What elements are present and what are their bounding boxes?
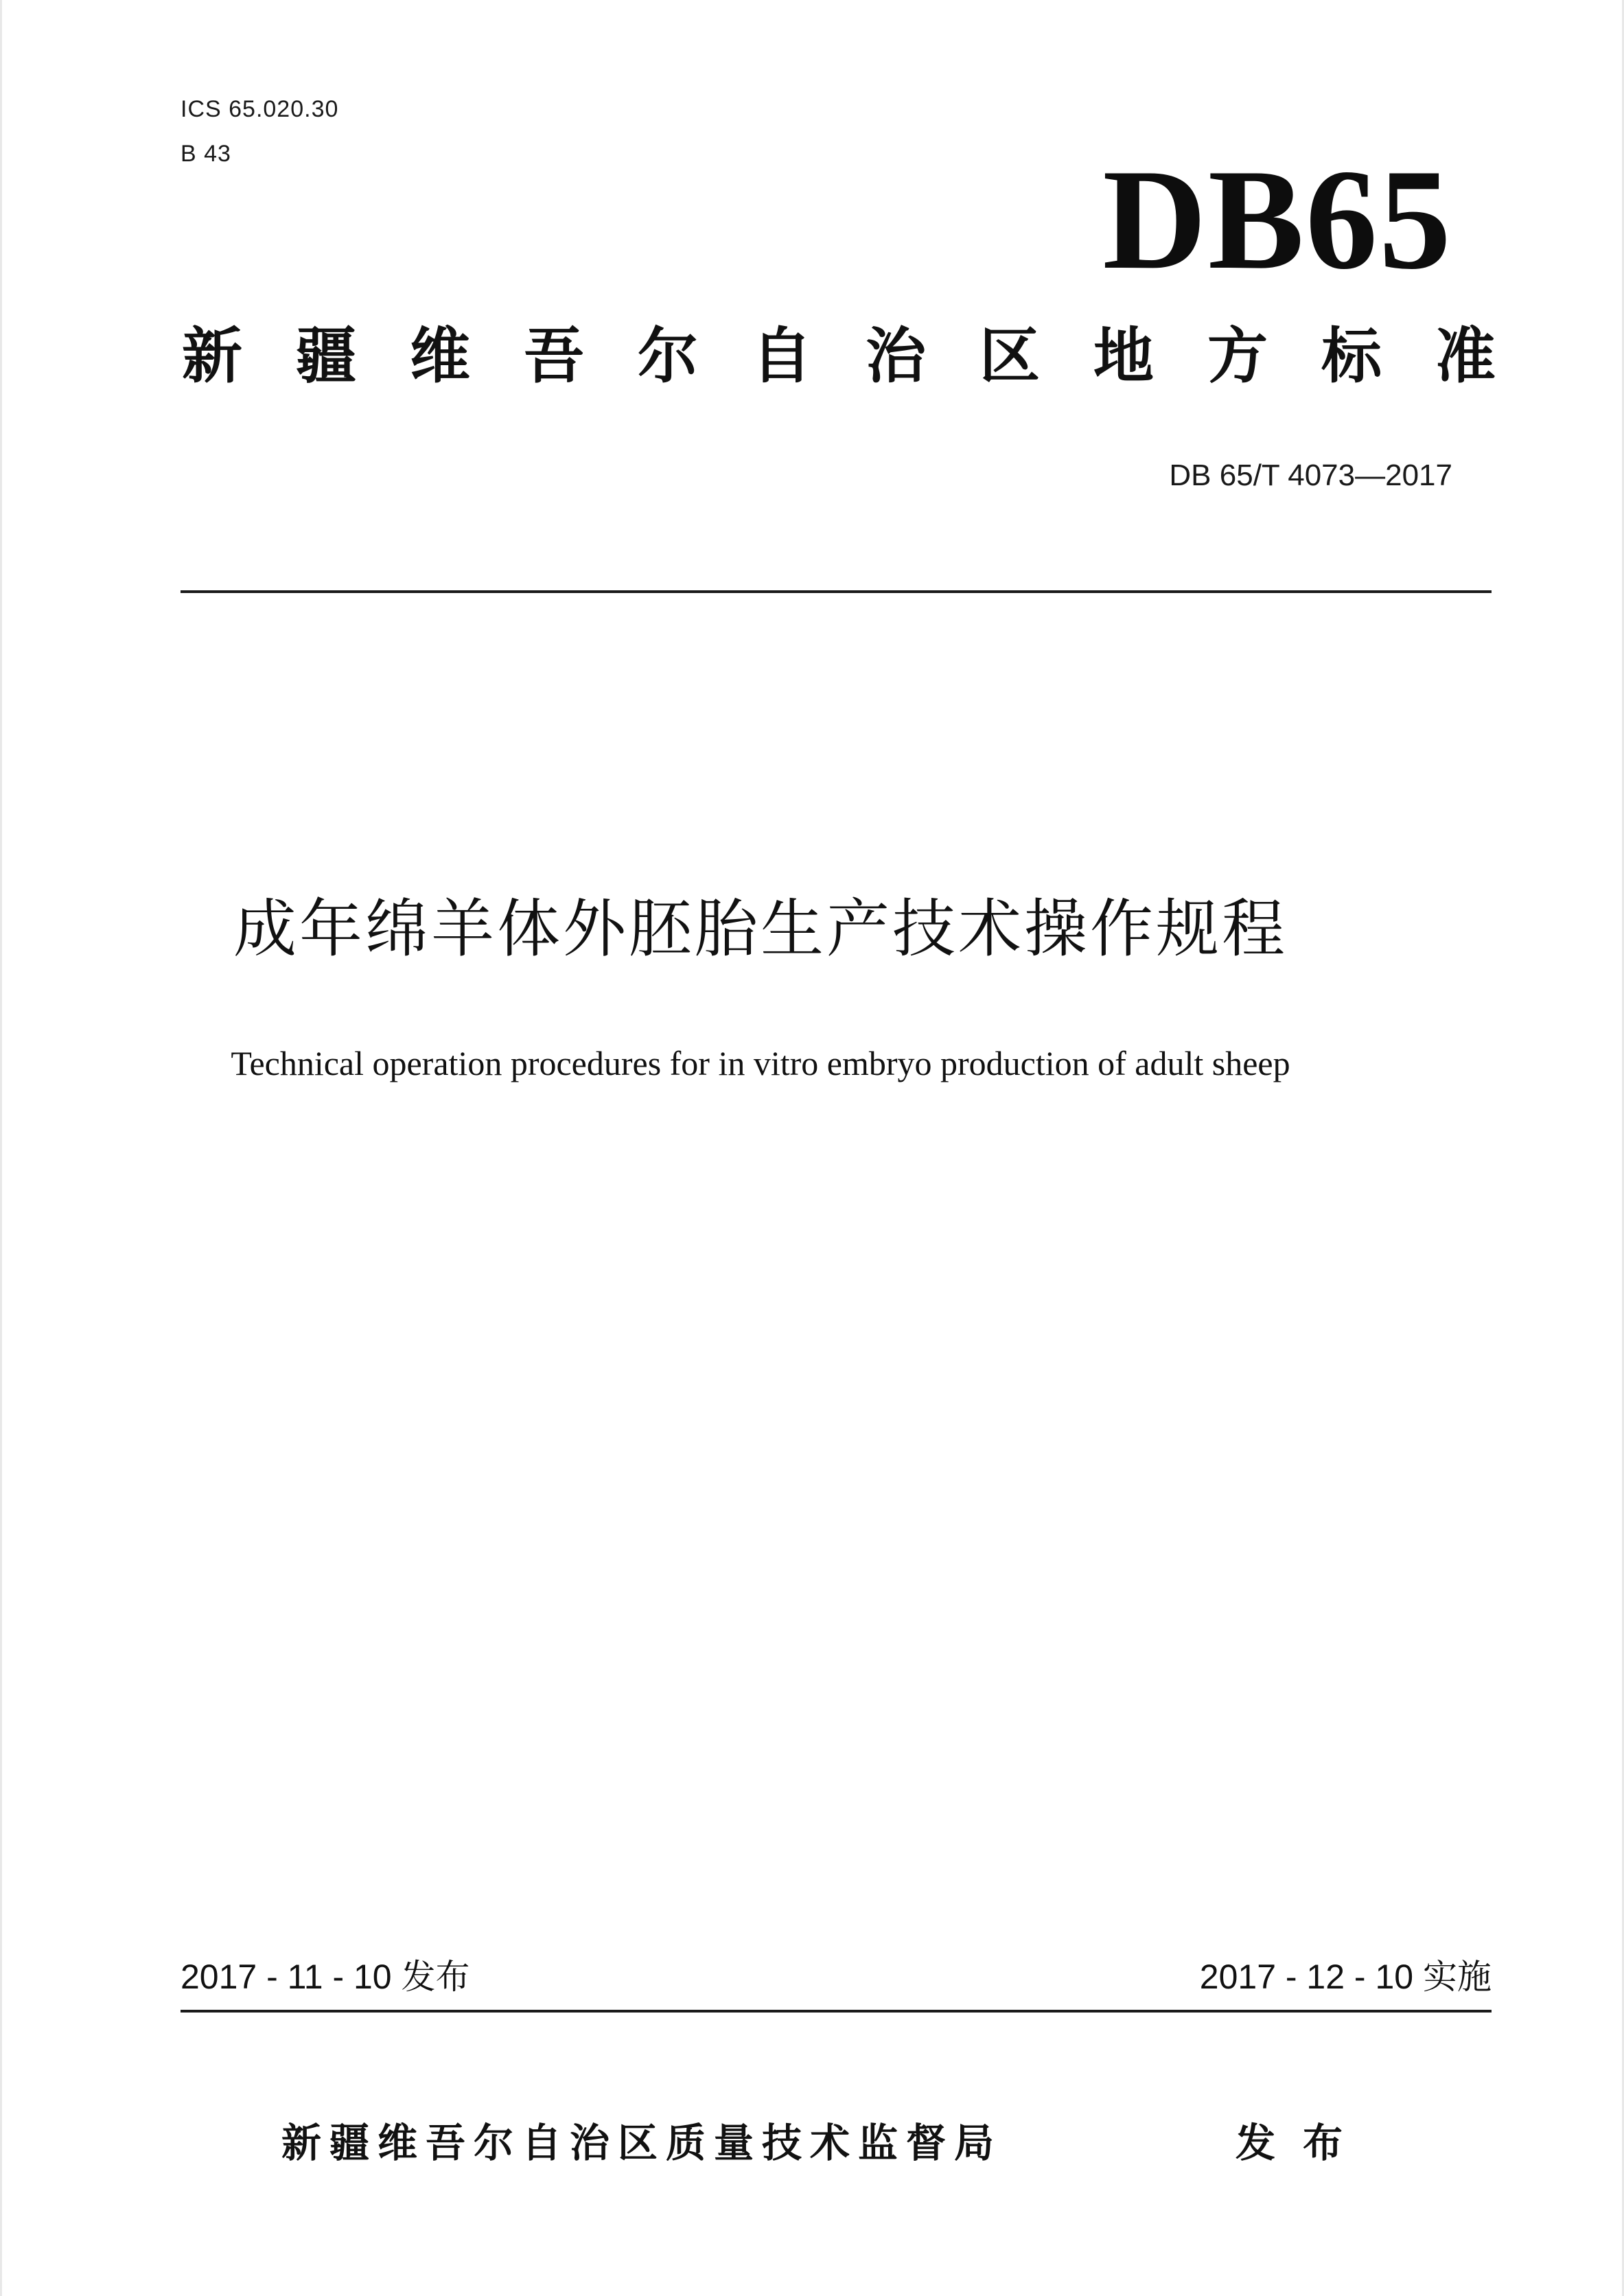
document-title-english: Technical operation procedures for in vitro embryo production of adult sheep (231, 1044, 1290, 1082)
standard-type-heading: 新疆维吾尔自治区地方标准 (182, 321, 1550, 391)
issue-date: 2017 - 11 - 10 发布 (181, 1958, 470, 1996)
ccs-code: B 43 (181, 141, 231, 167)
standard-number: DB 65/T 4073—2017 (1169, 459, 1452, 492)
ics-code: ICS 65.020.30 (181, 96, 339, 122)
implementation-date: 2017 - 12 - 10 实施 (1199, 1958, 1492, 1996)
footer-divider (181, 2010, 1492, 2013)
issuing-authority: 新疆维吾尔自治区质量技术监督局 (281, 2120, 1003, 2166)
header-divider (181, 590, 1492, 593)
scan-edge-left (0, 0, 2, 2296)
document-title-chinese: 成年绵羊体外胚胎生产技术操作规程 (233, 892, 1288, 966)
standard-logo: DB65 (1102, 140, 1452, 299)
issue-label: 发布 (1236, 2120, 1371, 2166)
